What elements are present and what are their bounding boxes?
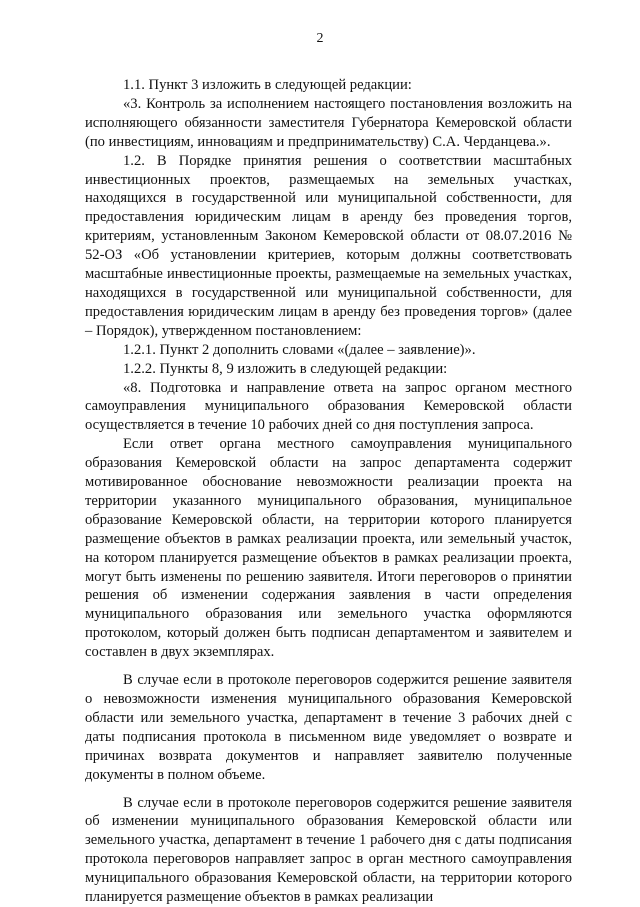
page-number: 2 bbox=[316, 31, 324, 46]
paragraph-1-2-2: 1.2.2. Пункты 8, 9 изложить в следующей редакции: bbox=[123, 360, 448, 377]
paragraph-quote-8: «8. Подготовка и направление ответа на запрос органом местного самоуправления муниципального образования Кемеровской области осуществляется в течение 10 рабочих дней со дня поступления запроса. bbox=[85, 379, 572, 434]
paragraph-1-1: 1.1. Пункт 3 изложить в следующей редакции: bbox=[123, 77, 412, 93]
paragraph-change: В случае если в протоколе переговоров содержится решение заявителя об изменении муниципального образования Кемеровской области или земельного участка, департамент в течение 1 рабочего дня с даты подписания протокола переговоров направляет запрос в орган местного самоуправления муниципального образования Кемеровской области, на территории которого планируется размещение объектов в рамках реализации bbox=[85, 794, 572, 906]
paragraph-impossibility: В случае если в протоколе переговоров содержится решение заявителя о невозможности изменения муниципального образования Кемеровской области или земельного участка, департамент в течение 3 рабочих дней с даты подписания протокола в письменном виде уведомляет о возврате и причинах возврата документов и направляет заявителю полученные документы в полном объеме. bbox=[85, 672, 572, 783]
paragraph-if-answer: Если ответ органа местного самоуправления муниципального образования Кемеровской области на запрос департамента содержит мотивированное обоснование невозможности реализации проекта на территории указанного муниципального образования, муниципальное образование Кемеровской области, на территории которого планируется размещение объектов в рамках реализации проекта, или земельный участок, на котором планируется размещение объектов в рамках реализации проекта, могут быть изменены по решению заявителя. Итоги переговоров о принятии решения об изменении содержания заявления в части определения муниципального образования или земельного участка оформляются протоколом, который должен быть подписан департаментом и заявителем и составлен в двух экземплярах. bbox=[85, 436, 572, 661]
paragraph-1-2: 1.2. В Порядке принятия решения о соответствии масштабных инвестиционных проектов, размещаемых на земельных участках, находящихся в государственной или муниципальной собственности, для предоставления юридическим лицам в аренду без проведения торгов, критериям, установленным Законом Кемеровской области от 08.07.2016 № 52-ОЗ «Об установлении критериев, которым должны соответствовать масштабные инвестиционные проекты, размещаемые на земельных участках, находящихся в государственной или муниципальной собственности, для предоставления юридическим лицам в аренду без проведения торгов» (далее – Порядок), утвержденном постановлением: bbox=[85, 152, 572, 339]
document-body bbox=[85, 76, 572, 907]
paragraph-1-2-1: 1.2.1. Пункт 2 дополнить словами «(далее – заявление)». bbox=[123, 341, 476, 358]
paragraph-quote-3: «3. Контроль за исполнением настоящего постановления возложить на исполняющего обязанности заместителя Губернатора Кемеровской области (по инвестициям, инновациям и предпринимательству) С.А. Черданцева.». bbox=[85, 95, 572, 150]
